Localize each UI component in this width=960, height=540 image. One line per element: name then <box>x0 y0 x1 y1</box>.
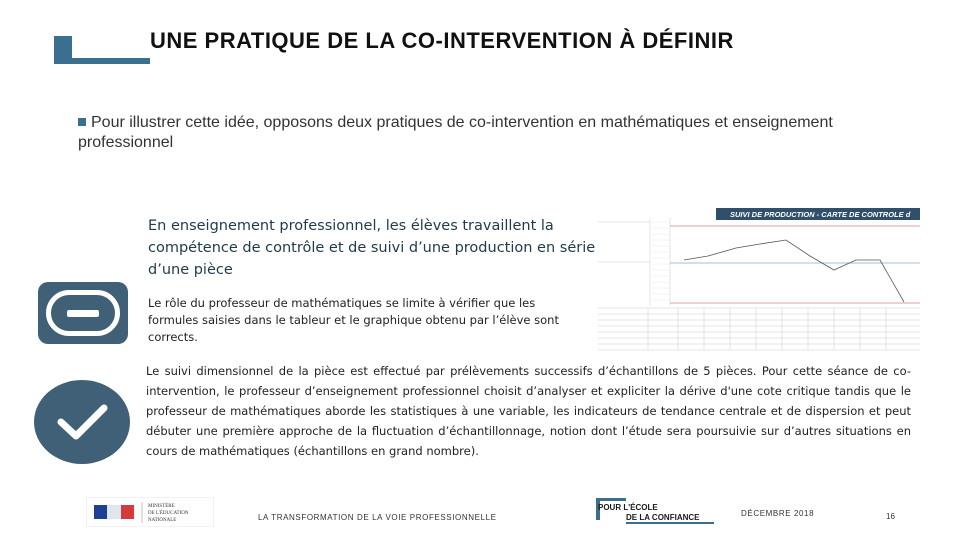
suivi-paragraph: Le suivi dimensionnel de la pièce est effectué par prélèvements successifs d’échantillons de 5 pièces. Pour cette séance de co-intervention, le professeur d’enseignement professionnel choisit d’analyser et expliciter la dérive d'une cote critique tandis que le professeur de mathématiques aborde les statistiques à une variable, les indicateurs de tendance centrale et de dispersion et peut débuter une première approche de la fluctuation d’échantillonnage, notion dont l’étude sera poursuivie sur d’autres situations en cours de mathématiques (échantillons en grand nombre). <box>146 364 911 458</box>
footer-title: LA TRANSFORMATION DE LA VOIE PROFESSIONNELLE <box>258 513 497 522</box>
ministere-line-3: NATIONALE <box>148 518 177 523</box>
bullet-point <box>78 113 878 153</box>
ecole-line-1: POUR L'ÉCOLE <box>598 503 658 512</box>
check-badge-icon <box>34 380 130 464</box>
pro-line-3: d’une pièce <box>148 262 233 278</box>
title-accent-bar <box>54 36 154 66</box>
ministere-line-2: DE L'ÉDUCATION <box>148 511 189 516</box>
page-number: 16 <box>886 512 895 521</box>
pro-line-2: compétence de contrôle et de suivi d’une production en série <box>148 240 596 256</box>
ecole-confiance-logo <box>596 498 716 526</box>
ecole-line-2: DE LA CONFIANCE <box>626 513 700 522</box>
role-paragraph: Le rôle du professeur de mathématiques se limite à vérifier que les formules saisies dans le tableur et le graphique obtenu par l’élève sont corrects. <box>148 296 559 344</box>
svg-text:.: . <box>652 221 653 225</box>
minus-badge-icon <box>38 282 128 344</box>
pro-paragraph <box>148 215 618 281</box>
control-chart-svg <box>598 208 920 354</box>
control-chart-image <box>598 208 920 354</box>
bullet-square-icon <box>78 118 86 126</box>
pro-line-1: En enseignement professionnel, les élèves travaillent la <box>148 218 554 234</box>
slide-title: UNE PRATIQUE DE LA CO-INTERVENTION À DÉFINIR <box>150 28 734 53</box>
bullet-text: Pour illustrer cette idée, opposons deux pratiques de co-intervention en mathématiques et enseignement professionnel <box>78 114 833 151</box>
footer-date: DÉCEMBRE 2018 <box>741 509 815 518</box>
ministere-line-1: MINISTÈRE <box>148 504 175 509</box>
chart-title: SUIVI DE PRODUCTION - CARTE DE CONTROLE d <box>730 210 911 219</box>
ministere-logo <box>86 497 214 527</box>
